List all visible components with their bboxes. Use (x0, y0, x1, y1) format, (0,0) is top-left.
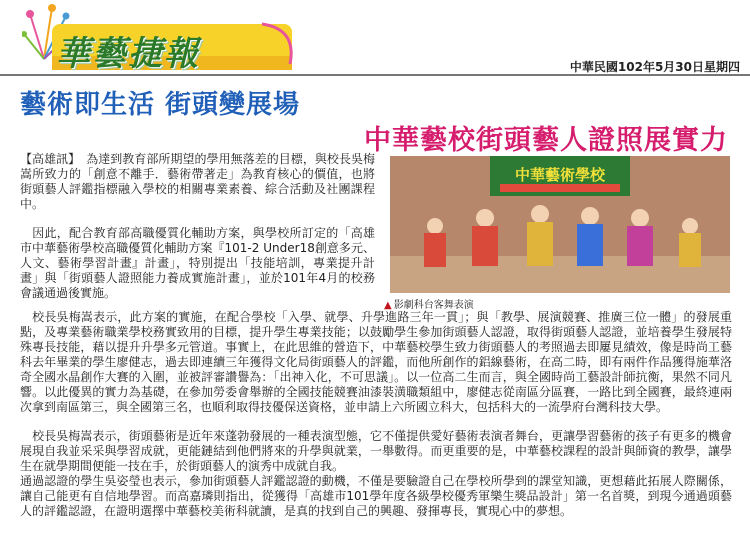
article-paragraph-5: 通過認證的學生吳姿瑩也表示，參加街頭藝人評鑑認證的動機，不僅是要驗證自己在學校所學到的課堂知識，更想藉此拓展人際關係，讓自己能更有自信地學習。而高嘉璘則指出，從獲得「高雄市101學年度各級學校優秀軍樂生獎品設計」第一名首獎，到現今通過頭藝人的評鑑認證，在證明選擇中華藝校美術科就讀，是真的找到自己的興趣、發揮專長，實現心中的夢想。 (20, 474, 732, 518)
masthead-title: 華藝捷報 (56, 34, 200, 74)
article-subheadline: 中華藝校街頭藝人證照展實力 (364, 125, 728, 156)
issue-date: 中華民國102年5月30日星期四 (569, 60, 740, 74)
article-intro-column (20, 152, 375, 301)
article-paragraph-3: 校長吳梅嵩表示，此方案的實施，在配合學校「入學、就學、升學進路三年一貫」；與「教學、展演競賽、推廣三位一體」的發展重點，及專業藝術職業學校務實致用的目標，提升學生專業技能；以鼓勵學生參加街頭藝人認證，取得街頭藝人認證，並培養學生發展特殊專長技能，藉以提升升學多元管道。事實上，在此思維的營造下，中華藝校學生致力街頭藝人的考照過去即屢見績效，像是時尚工藝科去年畢業的學生廖健志，過去即連續三年獲得文化局街頭藝人的評鑑，而他所創作的鋁線藝術，在高二時，即有兩件作品獲得施華洛奇全國水晶創作大賽的入圍，並被評審讚譽為：「出神入化，不可思議」。以一位高二生而言，與全國時尚工藝設計師抗衡，果然不同凡響。以此優異的實力為基礎，在參加勞委會舉辦的全國技能競賽油漆裝潢職類組中，廖健志從南區分區賽，一路比到全國賽，最終連兩次拿到南區第三，與全國第三名，也順利取得技優保送資格，並申請上六所國立科大，包括科大的一流學府台灣科技大學。 (20, 310, 732, 414)
photo-caption (384, 296, 474, 311)
masthead (0, 0, 750, 78)
article-headline: 藝術即生活 街頭變展場 (20, 90, 301, 120)
article-body-full-width (20, 310, 732, 519)
masthead-divider (0, 74, 750, 76)
photo-banner-text: 中華藝術學校 (514, 166, 606, 184)
photo-caption-text: 影劇科台客舞表演 (393, 300, 474, 311)
caption-marker-icon: ▲ (384, 300, 392, 311)
article-paragraph-4: 校長吳梅嵩表示，街頭藝術是近年來蓬勃發展的一種表演型態，它不僅提供愛好藝術表演者舞台，更讓學習藝術的孩子有更多的機會展現自我並采采與學習成就，更能鏈結到他們將來的升學與就業，一舉數得。而更重要的是，中華藝校課程的設計與師資的教學，讓學生在就學期間便能一技在手，於街頭藝人的演秀中成就自我。 (20, 429, 732, 473)
article-paragraph-1: 【高雄訊】 為達到教育部所期望的學用無落差的目標，與校長吳梅嵩所致力的「創意不離手．藝術帶著走」為教育核心的價值，也將街頭藝人評鑑指標融入學校的相關專業素養、綜合活動及社團課程中。 (20, 152, 375, 211)
performance-photo-illustration (390, 156, 730, 293)
article-photo (390, 156, 730, 293)
article-paragraph-2: 因此，配合教育部高職優質化輔助方案，與學校所訂定的「高雄市中華藝術學校高職優質化輔助方案『101-2 Under18創意多元、人文、藝術學習計畫』計畫」，特別提出「技能培訓，專業提升計畫」與「街頭藝人證照能力養成實施計畫」，並於101年4月的校務會議通過後實施。 (20, 226, 375, 300)
